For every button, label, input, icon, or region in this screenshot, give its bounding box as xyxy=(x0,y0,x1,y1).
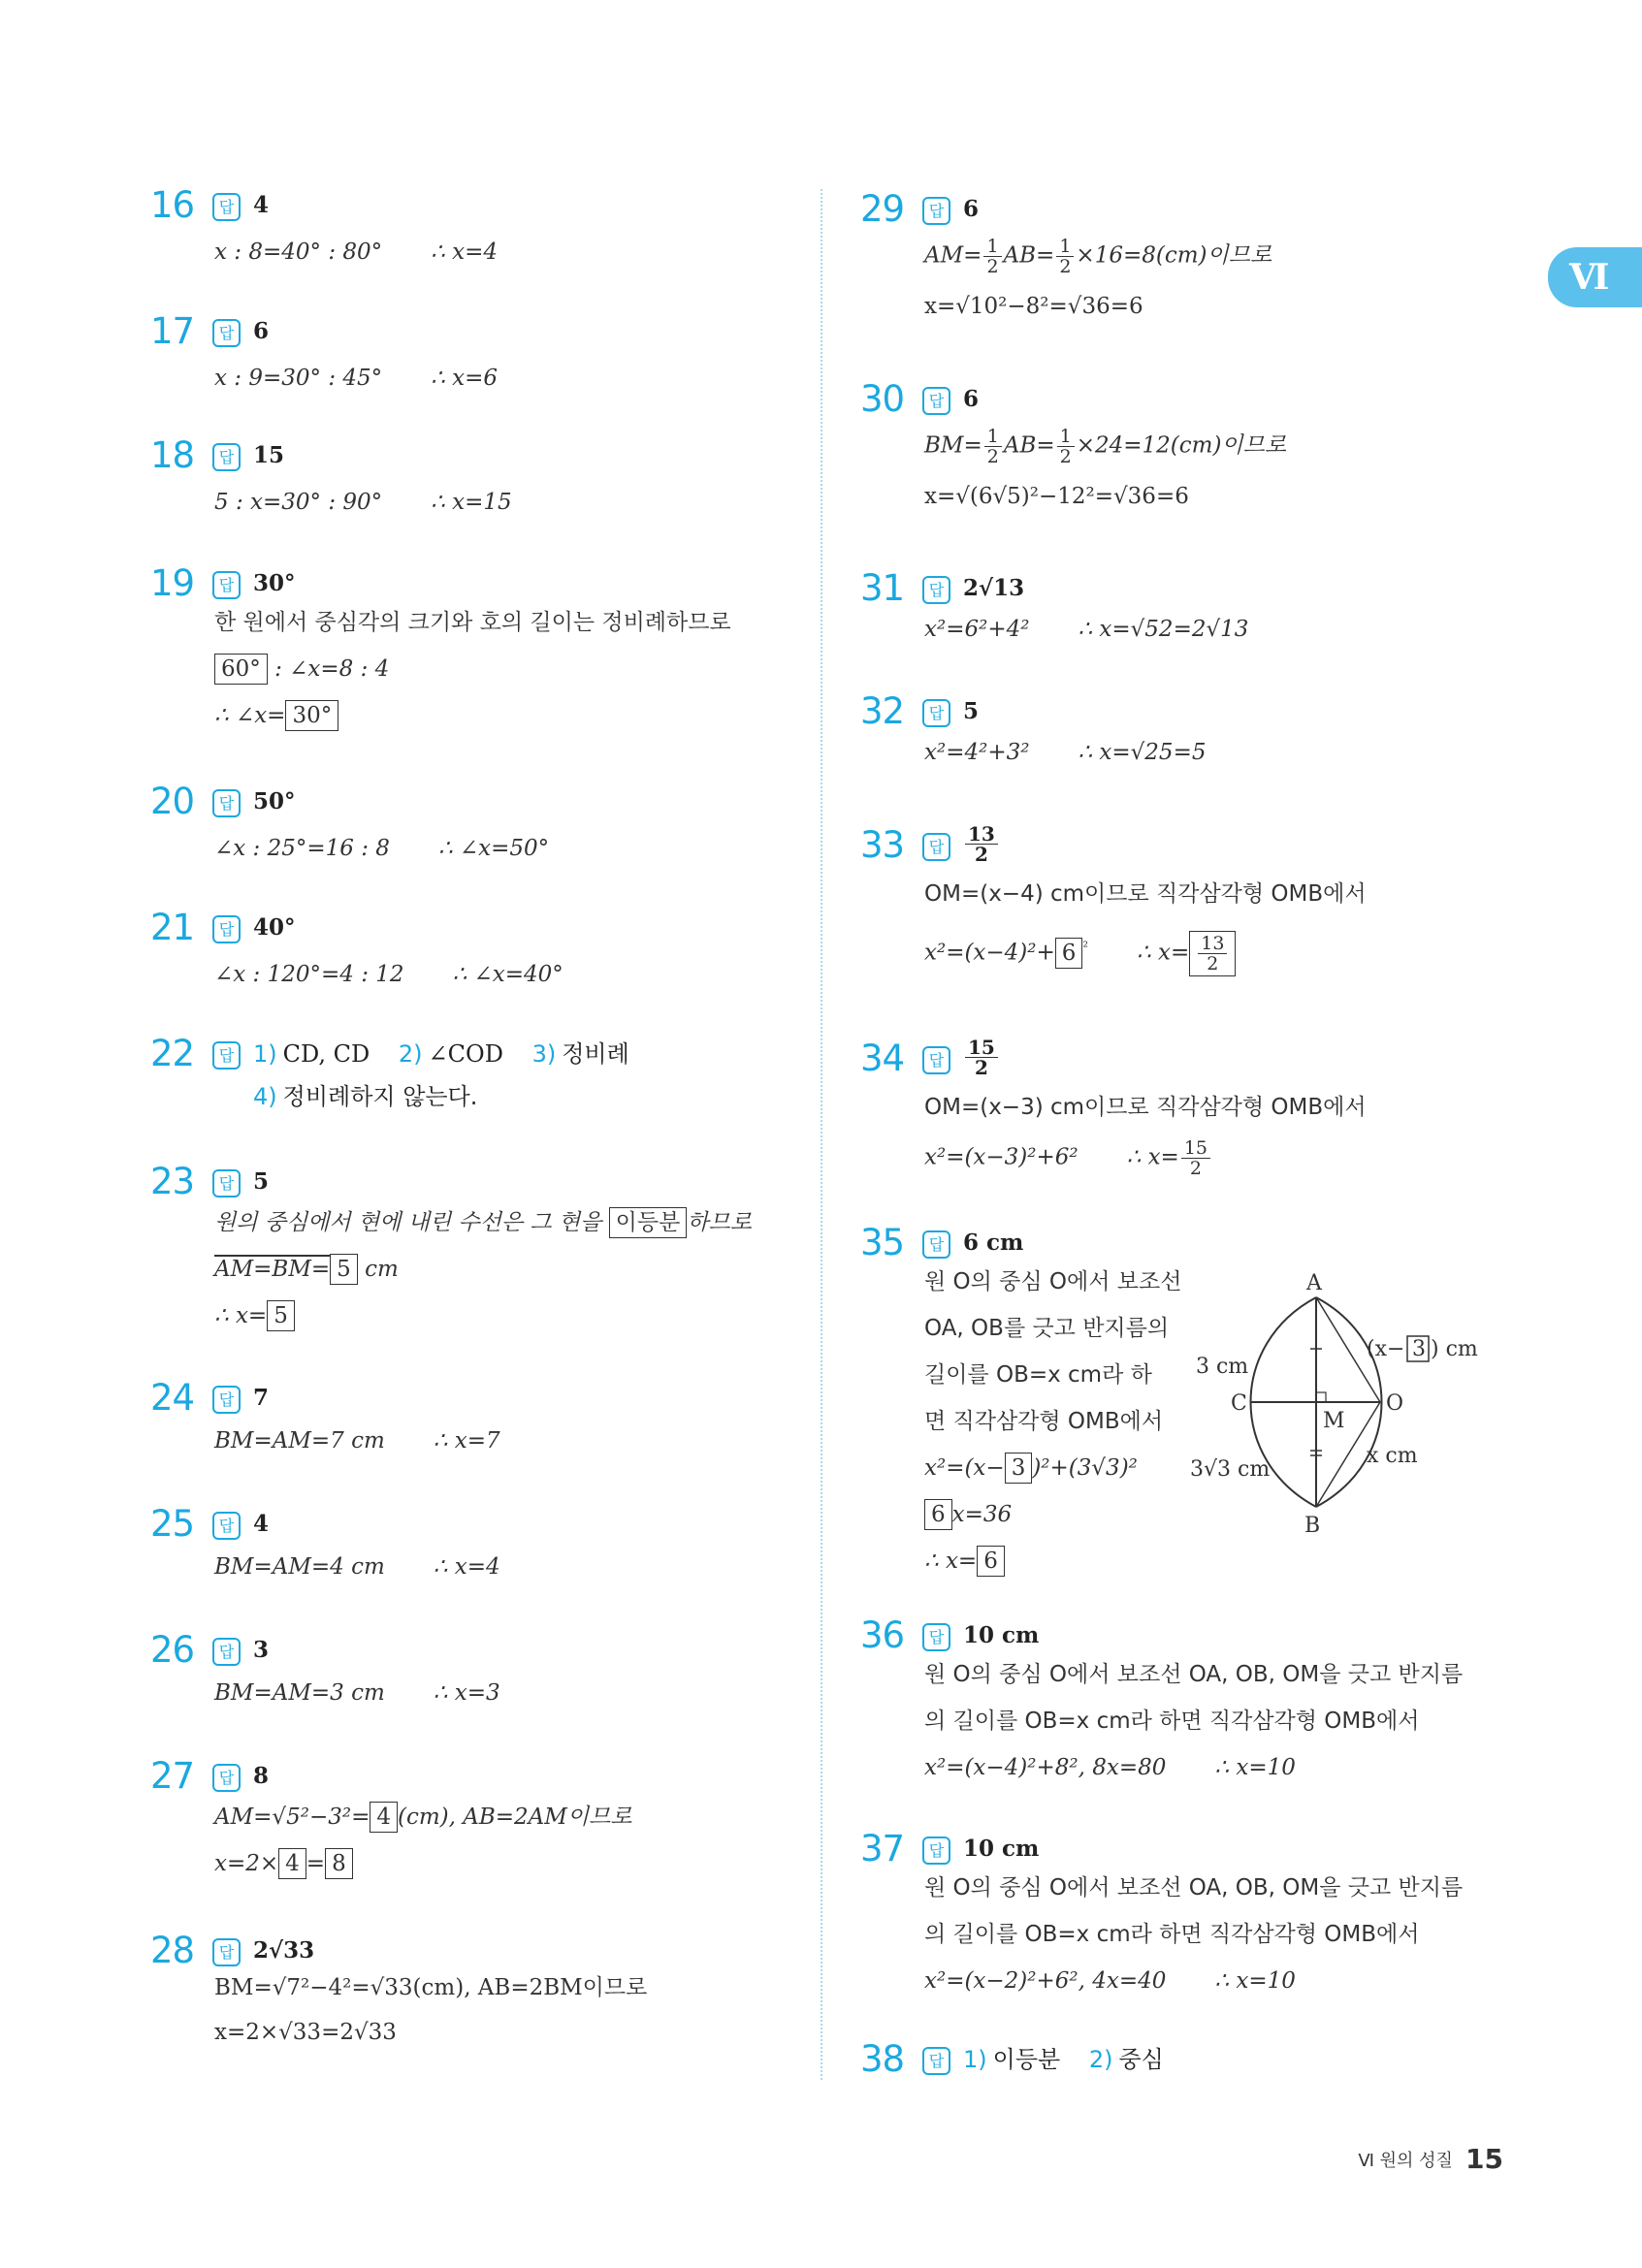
answer-badge: 답 xyxy=(212,915,241,943)
problem-number: 24 xyxy=(150,1377,195,1419)
solution-line: BM=√7²−4²=√33(cm), AB=2BM이므로 xyxy=(214,1975,648,2000)
answer-badge: 답 xyxy=(212,193,241,221)
problem-number: 37 xyxy=(860,1828,905,1869)
problem-number: 26 xyxy=(150,1629,195,1671)
label-x-minus-3cm: (x− xyxy=(1367,1337,1405,1361)
answer: 30° xyxy=(253,570,296,596)
fill-box: 8 xyxy=(325,1848,353,1879)
answer: 2√13 xyxy=(963,575,1025,601)
solution-line: ∠x : 25°=16 : 8 ∴ ∠x=50° xyxy=(214,836,550,861)
problem-number: 25 xyxy=(150,1503,195,1545)
problem-number: 31 xyxy=(860,567,905,609)
solution-line: OM=(x−3) cm이므로 직각삼각형 OMB에서 xyxy=(924,1095,1367,1120)
answer-badge: 답 xyxy=(212,571,241,599)
column-divider xyxy=(821,189,822,2080)
answer: 4 xyxy=(253,1511,270,1537)
solution-line: ∠x : 120°=4 : 12 ∴ ∠x=40° xyxy=(214,962,563,987)
solution-line: 한 원에서 중심각의 크기와 호의 길이는 정비례하므로 xyxy=(214,610,731,635)
answer: 3 xyxy=(253,1637,270,1663)
page-number: 15 xyxy=(1465,2143,1503,2175)
solution-line: 원 O의 중심 O에서 보조선 OA, OB, OM을 긋고 반지름 xyxy=(924,1662,1464,1687)
answer-items: 1) CD, CD 2) ∠COD 3) 정비례 xyxy=(253,1040,629,1068)
answer-badge: 답 xyxy=(922,1623,950,1651)
answer-badge: 답 xyxy=(212,319,241,347)
label-c: C xyxy=(1231,1391,1247,1416)
fill-box: 5 xyxy=(267,1300,295,1331)
fill-box: 6 xyxy=(1055,938,1083,969)
solution-line: 의 길이를 OB=x cm라 하면 직각삼각형 OMB에서 xyxy=(924,1922,1420,1947)
label-3root3cm: 3√3 cm xyxy=(1190,1457,1271,1482)
label-cm-close: ) cm xyxy=(1431,1337,1478,1361)
answer-badge: 답 xyxy=(212,443,241,471)
solution-line: 길이를 OB=x cm라 하 xyxy=(924,1362,1152,1388)
solution-line: OA, OB를 긋고 반지름의 xyxy=(924,1316,1170,1341)
solution-line: x=√(6√5)²−12²=√36=6 xyxy=(924,484,1189,509)
answer-items: 1) 이등분 2) 중심 xyxy=(963,2046,1164,2073)
answer-badge: 답 xyxy=(212,1386,241,1414)
label-box-3: 3 xyxy=(1412,1337,1426,1361)
label-3cm: 3 cm xyxy=(1196,1355,1249,1379)
section-title: Ⅵ 원의 성질 xyxy=(1358,2150,1453,2171)
solution-line: 6 x=36 xyxy=(924,1499,1012,1530)
answer: $\frac{13}{2}$ xyxy=(963,824,1000,864)
solution-line: BM=AM=4 cm ∴ x=4 xyxy=(214,1554,500,1580)
solution-line: 원 O의 중심 O에서 보조선 OA, OB, OM을 긋고 반지름 xyxy=(924,1875,1464,1901)
fill-box: 4 xyxy=(278,1848,306,1879)
fill-box: 이등분 xyxy=(609,1207,688,1238)
problem-number: 20 xyxy=(150,781,195,822)
solution-line: 의 길이를 OB=x cm라 하면 직각삼각형 OMB에서 xyxy=(924,1709,1420,1734)
label-xcm: x cm xyxy=(1367,1444,1418,1468)
problem-number: 23 xyxy=(150,1161,195,1202)
solution-line: x=2×√33=2√33 xyxy=(214,2020,397,2045)
solution-line: x²=(x− 3 )²+(3√3)² xyxy=(924,1453,1138,1484)
answer-badge: 답 xyxy=(212,1938,241,1966)
answer-badge: 답 xyxy=(212,1638,241,1666)
answer-badge: 답 xyxy=(922,1230,950,1259)
answer: 2√33 xyxy=(253,1937,315,1964)
label-b: B xyxy=(1304,1514,1321,1538)
problem-number: 16 xyxy=(150,184,195,226)
problem-number: 18 xyxy=(150,434,195,476)
problem-number: 29 xyxy=(860,188,905,230)
answer: $\frac{15}{2}$ xyxy=(963,1038,1000,1077)
solution-line: 60° : ∠x=8 : 4 xyxy=(214,654,389,685)
answer: 10 cm xyxy=(963,1622,1040,1648)
fill-box: 6 xyxy=(977,1546,1005,1577)
answer: 6 xyxy=(253,318,270,344)
fill-box: 3 xyxy=(1005,1453,1033,1484)
fill-box: 4 xyxy=(370,1802,398,1833)
fill-box: 60° xyxy=(214,654,268,685)
answer: 4 xyxy=(253,192,270,218)
solution-line: 원 O의 중심 O에서 보조선 xyxy=(924,1269,1182,1294)
answer-badge: 답 xyxy=(922,833,950,861)
solution-line: 면 직각삼각형 OMB에서 xyxy=(924,1409,1164,1434)
solution-line: 5 : x=30° : 90° ∴ x=15 xyxy=(214,490,512,515)
answer-badge: 답 xyxy=(922,2047,950,2075)
problem-number: 30 xyxy=(860,378,905,420)
solution-line: ∴ x= 6 xyxy=(924,1546,1005,1577)
answer: 10 cm xyxy=(963,1836,1040,1862)
solution-line: OM=(x−4) cm이므로 직각삼각형 OMB에서 xyxy=(924,881,1367,907)
answer: 7 xyxy=(253,1385,270,1411)
fill-box: $\frac{13}{2}$ xyxy=(1189,931,1236,976)
problem-number: 28 xyxy=(150,1930,195,1971)
solution-line: x²=(x−4)²+ 6 $^{^2}$ ∴ x= $\frac{13}{2}$ xyxy=(924,931,1236,976)
answer: 5 xyxy=(963,698,980,724)
solution-line: x : 9=30° : 45° ∴ x=6 xyxy=(214,366,498,391)
answer: 5 xyxy=(253,1168,270,1195)
answer: 8 xyxy=(253,1763,270,1789)
answer-badge: 답 xyxy=(212,789,241,817)
problem-number: 32 xyxy=(860,690,905,732)
answer: 15 xyxy=(253,442,285,468)
problem-number: 22 xyxy=(150,1033,195,1074)
label-m: M xyxy=(1323,1409,1345,1433)
solution-line: x²=4²+3² ∴ x=√25=5 xyxy=(924,740,1207,765)
problem-number: 17 xyxy=(150,310,195,352)
page-footer xyxy=(1358,2143,1503,2175)
answer: 40° xyxy=(253,914,296,941)
solution-line: x²=6²+4² ∴ x=√52=2√13 xyxy=(924,617,1249,642)
solution-line: AM=√5²−3²= 4 (cm), AB=2AM이므로 xyxy=(214,1802,631,1833)
solution-line: AM= $\frac{1}{2}$ AB= $\frac{1}{2}$ ×16=8(cm)이므로 xyxy=(924,236,1272,277)
solution-line: x²=(x−2)²+6², 4x=40 ∴ x=10 xyxy=(924,1968,1296,1994)
answer-items: 4) 정비례하지 않는다. xyxy=(253,1083,478,1110)
solution-line: BM=AM=7 cm ∴ x=7 xyxy=(214,1428,500,1453)
answer-badge: 답 xyxy=(922,699,950,727)
answer-badge: 답 xyxy=(212,1169,241,1198)
solution-line: ∴ ∠x= 30° xyxy=(214,700,338,731)
problem-number: 33 xyxy=(860,824,905,866)
answer-badge: 답 xyxy=(922,1837,950,1865)
problem-number: 21 xyxy=(150,907,195,948)
solution-line: x=√10²−8²=√36=6 xyxy=(924,294,1143,319)
solution-line: 원의 중심에서 현에 내린 수선은 그 현을 이등분 하므로 xyxy=(214,1207,752,1238)
answer: 50° xyxy=(253,788,296,815)
solution-line: x²=(x−4)²+8², 8x=80 ∴ x=10 xyxy=(924,1755,1296,1780)
label-a: A xyxy=(1306,1271,1322,1295)
answer-badge: 답 xyxy=(212,1041,241,1070)
answer-badge: 답 xyxy=(922,197,950,225)
problem-number: 19 xyxy=(150,562,195,604)
answer-badge: 답 xyxy=(212,1764,241,1792)
solution-line: x : 8=40° : 80° ∴ x=4 xyxy=(214,240,498,265)
answer-badge: 답 xyxy=(922,1046,950,1074)
problem-number: 35 xyxy=(860,1222,905,1263)
answer-badge: 답 xyxy=(922,387,950,415)
solution-line: x²=(x−3)²+6² ∴ x= $\frac{15}{2}$ xyxy=(924,1138,1212,1178)
chapter-tab: Ⅵ xyxy=(1548,247,1642,307)
solution-line: ∴ x= 5 xyxy=(214,1300,295,1331)
answer: 6 xyxy=(963,386,980,412)
answer: 6 cm xyxy=(963,1230,1024,1256)
solution-line: BM= $\frac{1}{2}$ AB= $\frac{1}{2}$ ×24=12(cm)이므로 xyxy=(924,426,1287,467)
fill-box: 5 xyxy=(330,1254,358,1285)
fill-box: 6 xyxy=(924,1499,952,1530)
answer-badge: 답 xyxy=(212,1512,241,1540)
solution-line: BM=AM=3 cm ∴ x=3 xyxy=(214,1680,500,1706)
problem-number: 36 xyxy=(860,1614,905,1656)
problem-number: 34 xyxy=(860,1038,905,1079)
label-o: O xyxy=(1386,1391,1404,1416)
answer: 6 xyxy=(963,196,980,222)
problem-number: 27 xyxy=(150,1755,195,1797)
problem-number: 38 xyxy=(860,2038,905,2080)
fill-box: 30° xyxy=(285,700,338,731)
solution-line: AM=BM= 5 cm xyxy=(214,1254,399,1285)
answer-badge: 답 xyxy=(922,576,950,604)
circle-diagram xyxy=(1190,1257,1481,1538)
solution-line: x=2× 4 = 8 xyxy=(214,1848,353,1879)
